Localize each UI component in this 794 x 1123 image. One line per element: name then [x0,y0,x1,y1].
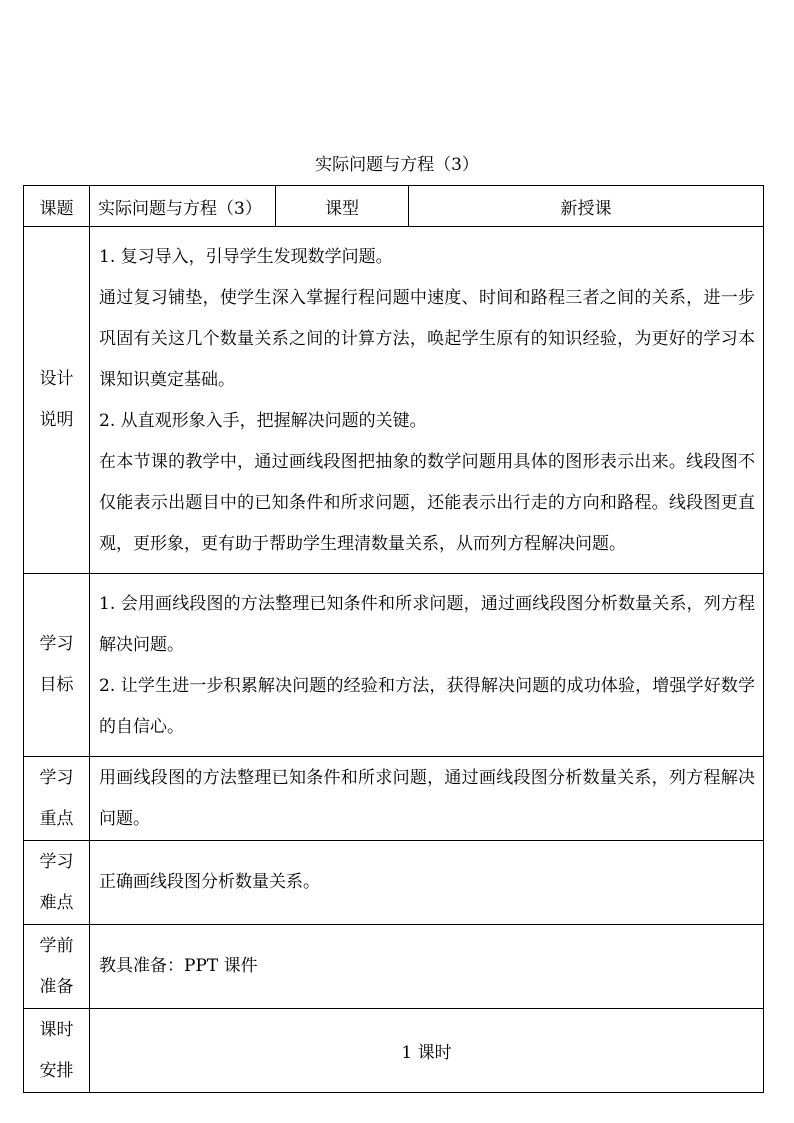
preparation-content: 教具准备：PPT 课件 [90,925,764,1009]
key-points-row [24,757,764,841]
design-content [90,227,764,574]
topic-label: 课题 [24,186,90,227]
goals-line-1: 1. 会用画线段图的方法整理已知条件和所求问题，通过画线段图分析数量关系，列方程解决问题。 [99,594,755,655]
design-line-2: 通过复习铺垫，使学生深入掌握行程问题中速度、时间和路程三者之间的关系，进一步巩固有关这几个数量关系之间的计算方法，唤起学生原有的知识经验，为更好的学习本课知识奠定基础。 [99,288,755,390]
lesson-plan-table [23,185,764,1093]
type-label: 课型 [276,186,409,227]
design-line-3: 2. 从直观形象入手，把握解决问题的关键。 [99,411,427,431]
key-points-label: 学习 重点 [24,757,90,841]
difficulties-content: 正确画线段图分析数量关系。 [90,841,764,925]
goals-content [90,574,764,757]
difficulties-row [24,841,764,925]
design-label: 设计 说明 [24,227,90,574]
key-points-content: 用画线段图的方法整理已知条件和所求问题，通过画线段图分析数量关系，列方程解决问题。 [90,757,764,841]
design-line-4: 在本节课的教学中，通过画线段图把抽象的数学问题用具体的图形表示出来。线段图不仅能表示出题目中的已知条件和所求问题，还能表示出行走的方向和路程。线段图更直观，更形象，更有助于帮助学生理清数量关系，从而列方程解决问题。 [99,452,755,554]
preparation-label: 学前 准备 [24,925,90,1009]
header-row [24,186,764,227]
topic-value: 实际问题与方程（3） [90,186,276,227]
schedule-label: 课时 安排 [24,1009,90,1093]
schedule-content: 1 课时 [90,1009,764,1093]
goals-label: 学习 目标 [24,574,90,757]
preparation-row [24,925,764,1009]
type-value: 新授课 [409,186,764,227]
schedule-row [24,1009,764,1093]
page-title: 实际问题与方程（3） [315,155,479,175]
difficulties-label: 学习 难点 [24,841,90,925]
goals-row [24,574,764,757]
design-row [24,227,764,574]
goals-line-2: 2. 让学生进一步积累解决问题的经验和方法，获得解决问题的成功体验，增强学好数学的自信心。 [99,676,755,737]
design-line-1: 1. 复习导入，引导学生发现数学问题。 [99,247,393,267]
